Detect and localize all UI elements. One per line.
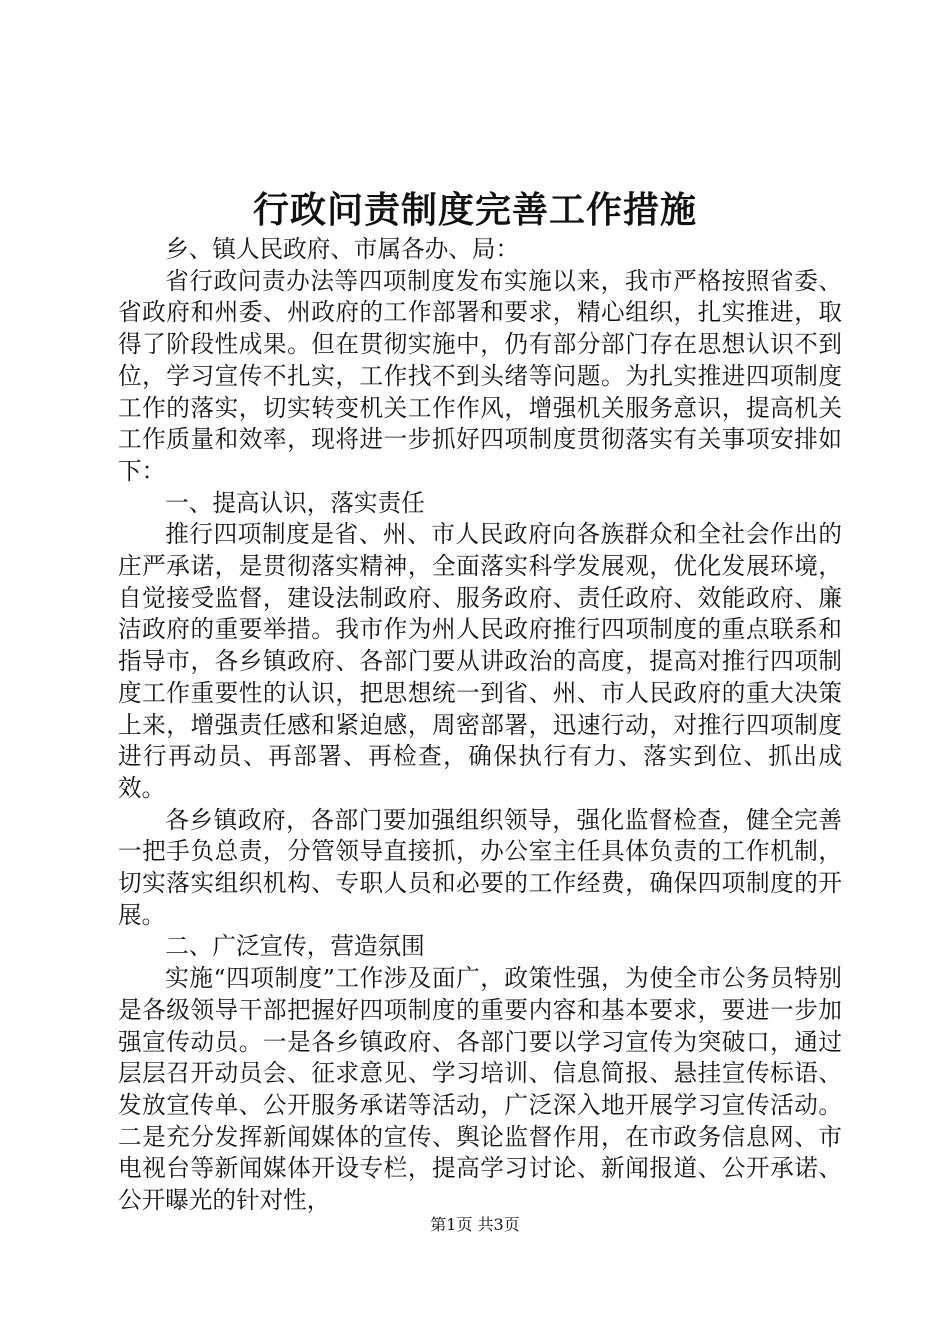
section-1-paragraph-2: 各乡镇政府，各部门要加强组织领导，强化监督检查，健全完善一把手负总责，分管领导直接抓，办公室主任具体负责的工作机制，切实落实组织机构、专职人员和必要的工作经费，确保四项制度的开展。 [118,805,842,929]
document-body [118,234,842,1217]
section-2-paragraph-1: 实施“四项制度”工作涉及面广，政策性强，为使全市公务员特别是各级领导干部把握好四项制度的重要内容和基本要求，要进一步加强宣传动员。一是各乡镇政府、各部门要以学习宣传为突破口，通过层层召开动员会、征求意见、学习培训、信息简报、悬挂宣传标语、发放宣传单、公开服务承诺等活动，广泛深入地开展学习宣传活动。二是充分发挥新闻媒体的宣传、舆论监督作用，在市政务信息网、市电视台等新闻媒体开设专栏，提高学习讨论、新闻报道、公开承诺、公开曝光的针对性， [118,964,842,1215]
page-footer: 第1页 共3页 [430,1215,520,1234]
salutation-paragraph: 乡、镇人民政府、市属各办、局： [165,235,520,263]
document-title: 行政问责制度完善工作措施 [252,189,697,231]
section-1-paragraph-1: 推行四项制度是省、州、市人民政府向各族群众和全社会作出的庄严承诺，是贯彻落实精神，全面落实科学发展观，优化发展环境，自觉接受监督，建设法制政府、服务政府、责任政府、效能政府、廉洁政府的重要举措。我市作为州人民政府推行四项制度的重点联系和指导市，各乡镇政府、各部门要从讲政治的高度，提高对推行四项制度工作重要性的认识，把思想统一到省、州、市人民政府的重大决策上来，增强责任感和紧迫感，周密部署，迅速行动，对推行四项制度进行再动员、再部署、再检查，确保执行有力、落实到位、抓出成效。 [118,520,842,802]
intro-paragraph: 省行政问责办法等四项制度发布实施以来，我市严格按照省委、省政府和州委、州政府的工作部署和要求，精心组织，扎实推进，取得了阶段性成果。但在贯彻实施中，仍有部分部门存在思想认识不到位，学习宣传不扎实，工作找不到头绪等问题。为扎实推进四项制度工作的落实，切实转变机关工作作风，增强机关服务意识，提高机关工作质量和效率，现将进一步抓好四项制度贯彻落实有关事项安排如下： [118,266,842,485]
section-heading-2: 二、广泛宣传，营造氛围 [165,932,425,961]
section-heading-1: 一、提高认识，落实责任 [165,488,425,517]
